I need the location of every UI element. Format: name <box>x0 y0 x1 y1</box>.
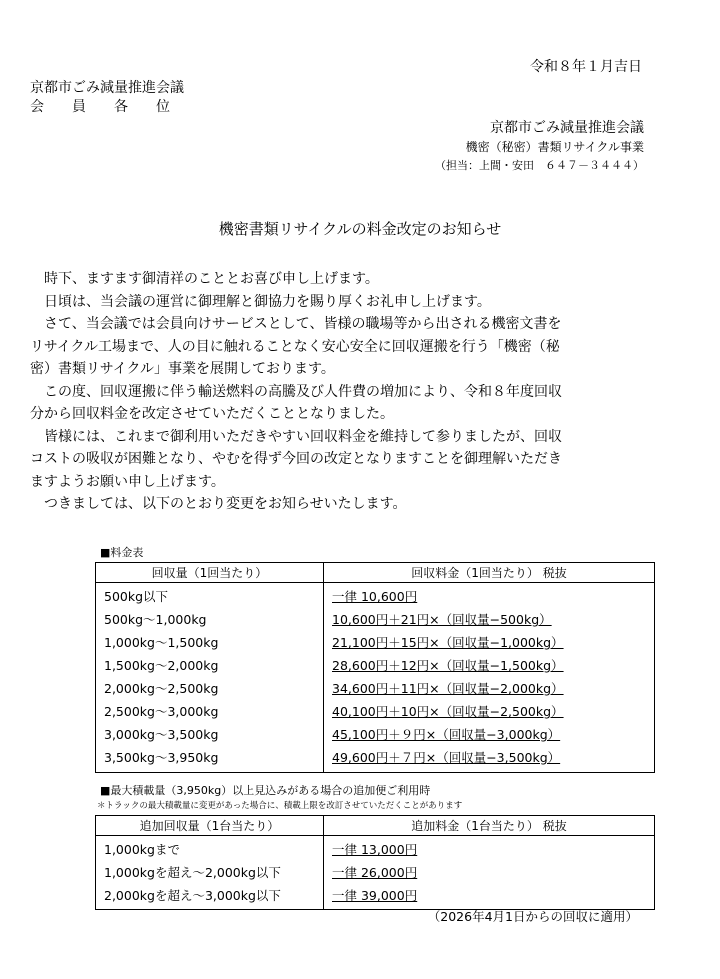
recipient-members: 会員各位 <box>30 99 198 115</box>
amount-cell: 2,500kg～3,000kg <box>104 704 219 719</box>
amount-cell: 500kg以下 <box>104 589 169 604</box>
fee-table-body <box>96 583 655 773</box>
fee-column <box>324 583 655 773</box>
extra-fee-cell: 一律 39,000円 <box>332 888 418 903</box>
sender-org: 京都市ごみ減量推進会議 <box>490 120 644 136</box>
recipient-org: 京都市ごみ減量推進会議 <box>30 80 184 96</box>
body-line: さて、当会議では会員向けサービスとして、皆様の職場等から出される機密文書を <box>30 316 562 332</box>
fee-cell: 10,600円＋21円×（回収量−500kg） <box>332 612 552 627</box>
fee-cell: 28,600円＋12円×（回収量−1,500kg） <box>332 658 564 673</box>
body-line: 日頃は、当会議の運営に御理解と御協力を賜り厚くお礼申し上げます。 <box>30 293 491 310</box>
body-line: コストの吸収が困難となり、やむを得ず今回の改定となりますことを御理解いただき <box>30 451 562 467</box>
body-line: リサイクル工場まで、人の目に触れることなく安心安全に回収運搬を行う「機密（秘 <box>30 338 560 355</box>
extra-amount-cell: 2,000kgを超え～3,000kg以下 <box>104 888 281 903</box>
extra-amount-cell: 1,000kgを超え～2,000kg以下 <box>104 865 281 880</box>
body-line: 密）書類リサイクル」事業を展開しております。 <box>30 361 335 377</box>
body-line: 皆様には、これまで御利用いただきやすい回収料金を維持して参りましたが、回収 <box>30 428 562 445</box>
extra-amount-column <box>96 836 324 910</box>
sender-dept: 機密（秘密）書類リサイクル事業 <box>465 140 644 154</box>
body-line: つきましては、以下のとおり変更をお知らせいたします。 <box>30 496 407 512</box>
fee-table-label: ■料金表 <box>100 546 144 559</box>
header-amount: 回収量（1回当たり） <box>96 563 324 583</box>
amount-cell: 1,000kg～1,500kg <box>104 635 219 650</box>
fee-cell: 34,600円＋11円×（回収量−2,000kg） <box>332 681 564 696</box>
header-extra-fee: 追加料金（1台当たり） 税抜 <box>324 816 655 836</box>
fee-table <box>95 562 655 773</box>
header-fee: 回収料金（1回当たり） 税抜 <box>324 563 655 583</box>
body-line: 分から回収料金を改定させていただくこととなりました。 <box>30 406 394 422</box>
extra-table-note: ＊トラックの最大積載量に変更があった場合に、積載上限を改訂させていただくことがあります <box>97 801 463 811</box>
body-line: ますようお願い申し上げます。 <box>30 473 225 490</box>
extra-fee-column <box>324 836 655 910</box>
amount-cell: 2,000kg～2,500kg <box>104 681 219 696</box>
fee-cell: 40,100円＋10円×（回収量−2,500kg） <box>332 704 564 719</box>
issue-date: 令和８年１月吉日 <box>530 59 642 75</box>
amount-cell: 3,000kg～3,500kg <box>104 727 219 742</box>
document-title: 機密書類リサイクルの料金改定のお知らせ <box>218 220 502 238</box>
body-line: この度、回収運搬に伴う輸送燃料の高騰及び人件費の増加により、令和８年度回収 <box>30 383 562 400</box>
amount-column <box>96 583 324 773</box>
fee-cell: 45,100円＋９円×（回収量−3,000kg） <box>332 727 561 742</box>
extra-fee-cell: 一律 13,000円 <box>332 842 418 857</box>
amount-cell: 1,500kg～2,000kg <box>104 658 219 673</box>
sender-contact: （担当：上間・安田 ６４７－３４４４） <box>435 159 644 172</box>
header-extra-amount: 追加回収量（1台当たり） <box>96 816 324 836</box>
fee-cell: 一律 10,600円 <box>332 589 418 604</box>
fee-cell: 21,100円＋15円×（回収量−1,000kg） <box>332 635 564 650</box>
fee-cell: 49,600円＋７円×（回収量−3,500kg） <box>332 750 561 765</box>
extra-table <box>95 815 655 910</box>
letter-body <box>30 268 655 516</box>
fee-table-header <box>96 563 655 583</box>
effective-date-note: （2026年4月1日からの回収に適用） <box>427 909 638 924</box>
body-line: 時下、ますます御清祥のこととお喜び申し上げます。 <box>30 271 379 287</box>
extra-amount-cell: 1,000kgまで <box>104 842 180 857</box>
amount-cell: 3,500kg～3,950kg <box>104 750 219 765</box>
extra-fee-cell: 一律 26,000円 <box>332 865 418 880</box>
extra-table-body <box>96 836 655 910</box>
extra-table-label: ■最大積載量（3,950kg）以上見込みがある場合の追加便ご利用時 <box>100 784 431 797</box>
extra-table-header <box>96 816 655 836</box>
amount-cell: 500kg～1,000kg <box>104 612 207 627</box>
